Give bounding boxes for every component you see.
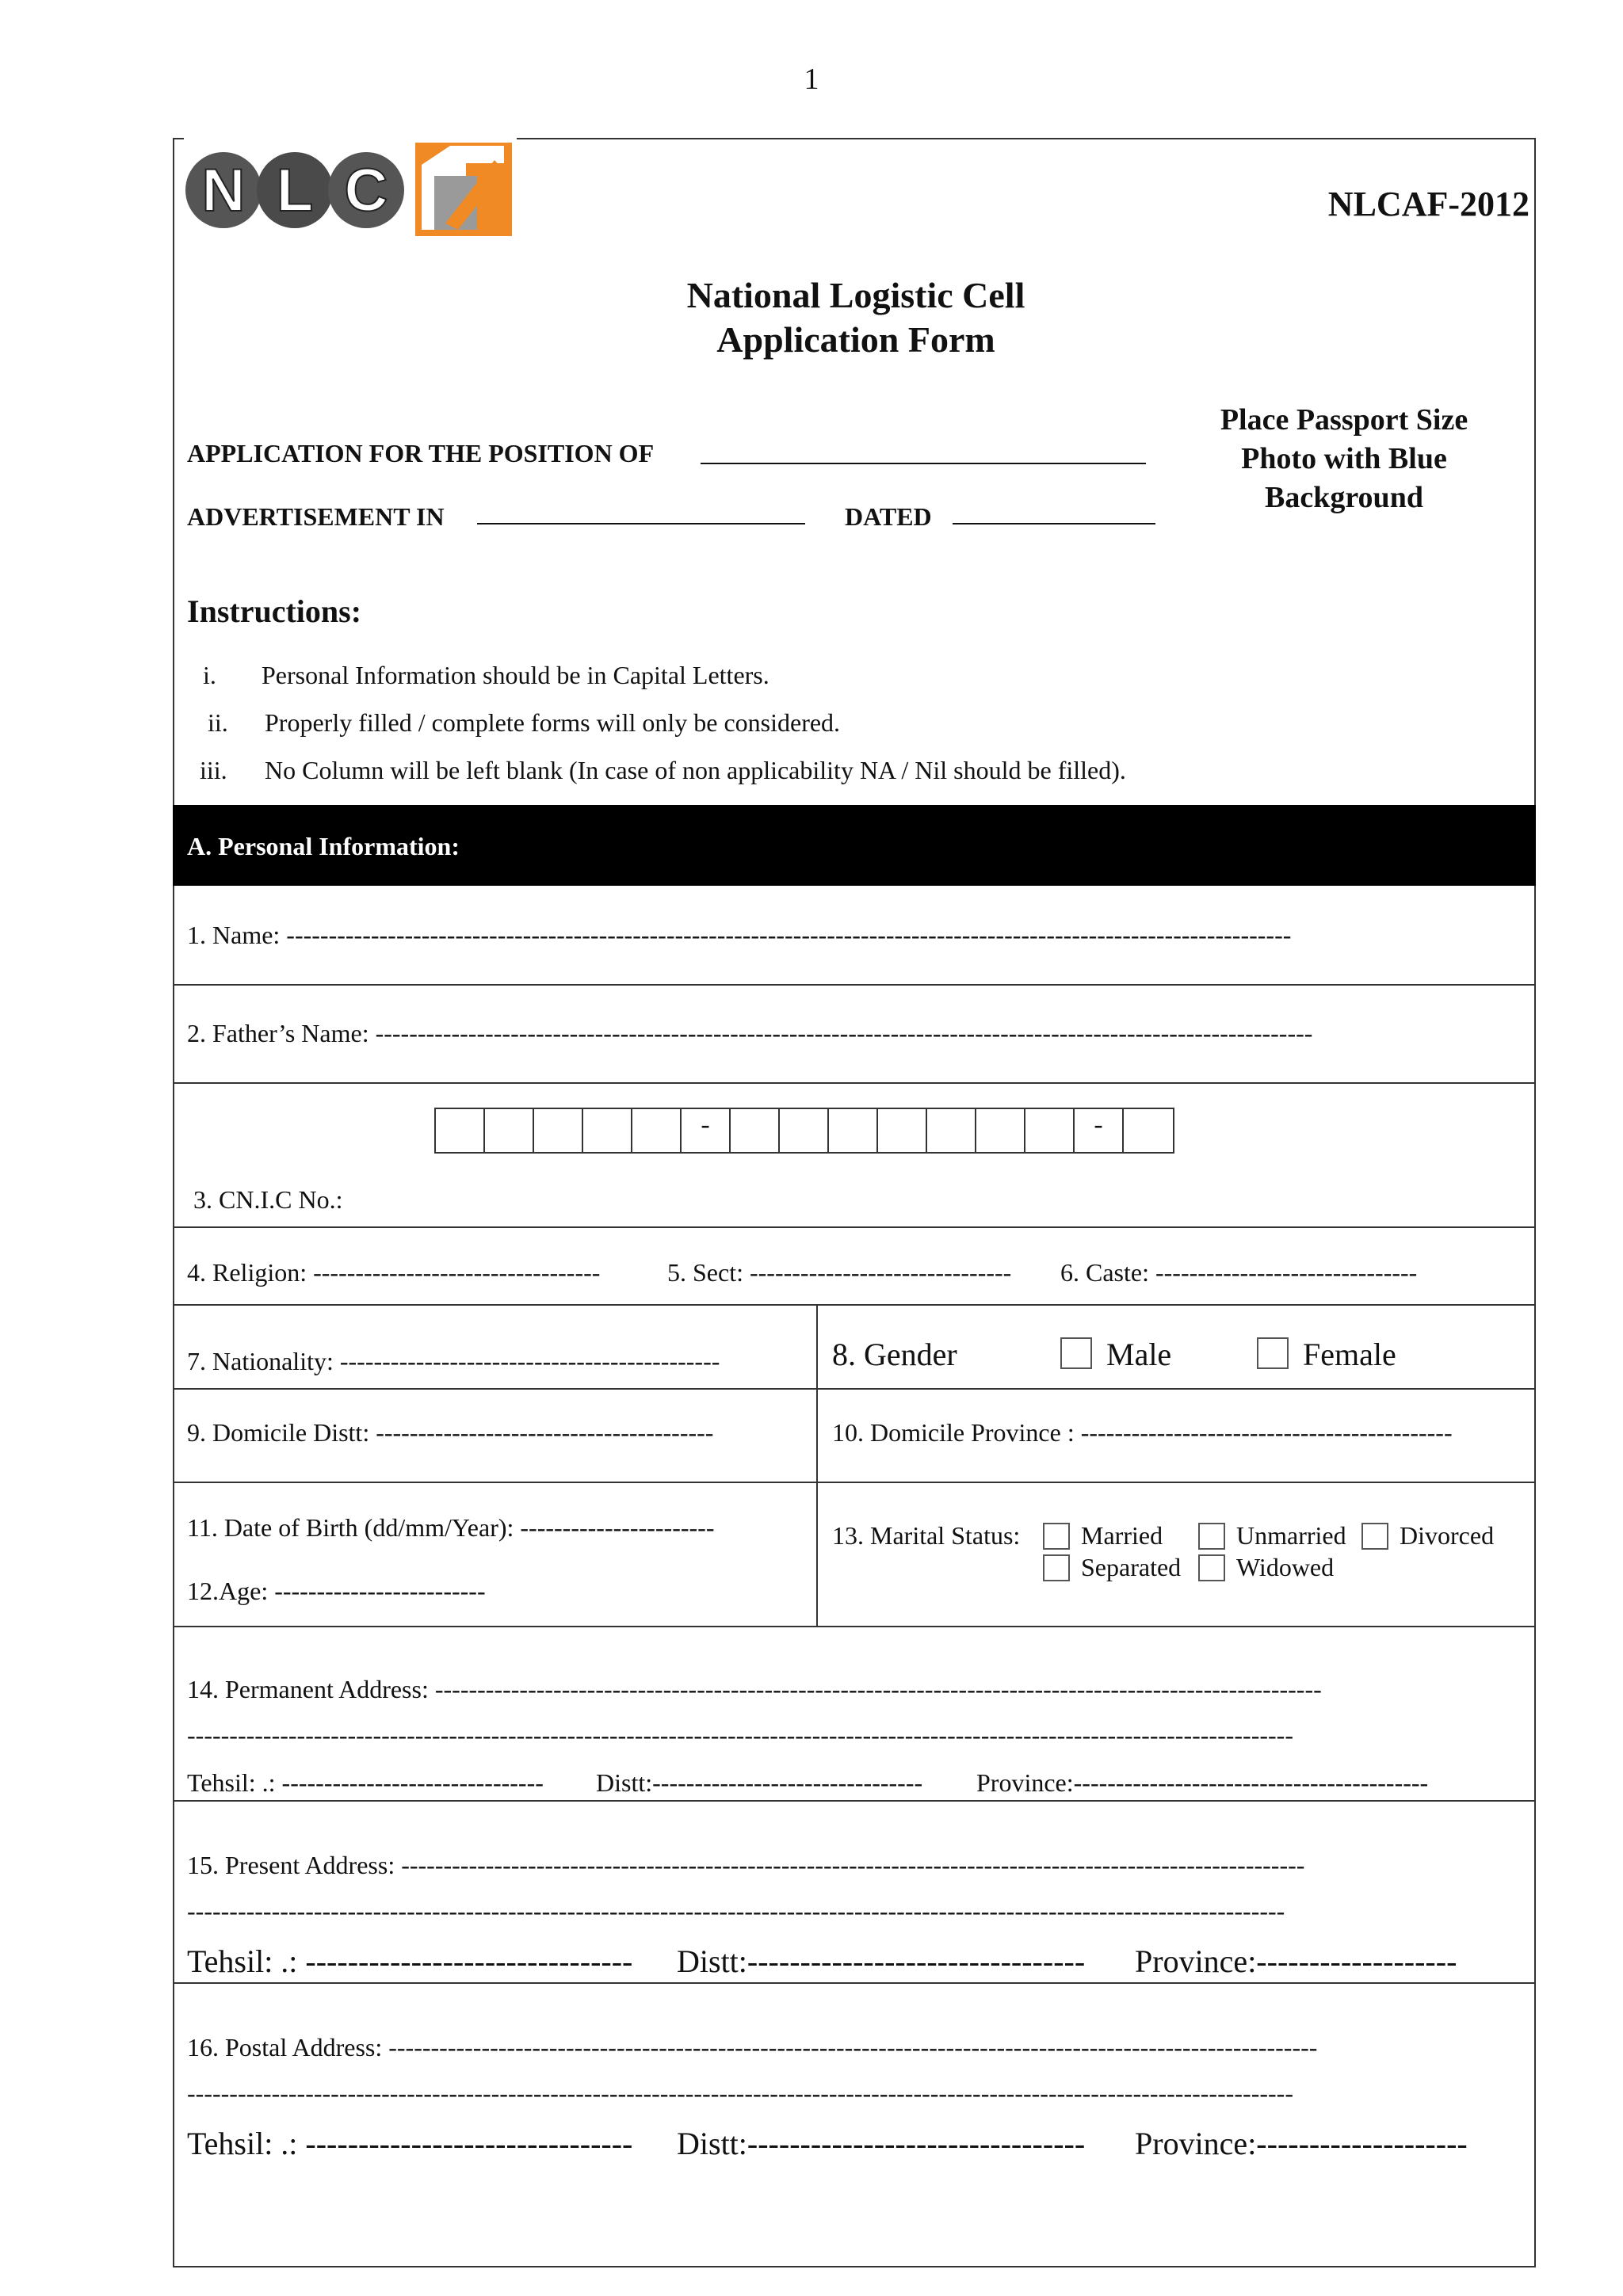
row-divider [173, 1226, 1536, 1228]
present-tehsil-field[interactable]: Tehsil: .: ------------------------------- [187, 1943, 633, 1979]
cnic-digit-box[interactable] [976, 1109, 1025, 1152]
photo-note-line: Place Passport Size [1220, 403, 1468, 437]
gender-label: 8. Gender [832, 1337, 957, 1372]
postal-address-line2[interactable]: ----------------------------------------------------------------------------------------------------------------------------------- [187, 2079, 1293, 2107]
postal-province-field[interactable]: Province:-------------------- [1135, 2126, 1468, 2161]
cnic-digit-box[interactable] [436, 1109, 485, 1152]
form-code: NLCAF-2012 [1327, 185, 1529, 223]
permanent-tehsil-field[interactable]: Tehsil: .: ------------------------------- [187, 1768, 544, 1797]
present-province-field[interactable]: Province:------------------- [1135, 1943, 1457, 1979]
caste-field[interactable]: 6. Caste: ------------------------------- [1060, 1258, 1418, 1287]
position-label: APPLICATION FOR THE POSITION OF [187, 439, 655, 467]
cnic-digit-box[interactable] [731, 1109, 780, 1152]
cnic-digit-box[interactable] [534, 1109, 583, 1152]
row-divider [173, 1388, 1536, 1390]
present-address-field[interactable]: 15. Present Address: ----------------------------------------------------------------------------------------------------------- [187, 1851, 1305, 1879]
cnic-digit-box[interactable] [878, 1109, 927, 1152]
present-address-line2[interactable]: ---------------------------------------------------------------------------------------------------------------------------------- [187, 1897, 1285, 1925]
org-name: National Logistic Cell [686, 275, 1025, 315]
separated-label: Separated [1081, 1553, 1182, 1581]
cnic-digit-box[interactable] [485, 1109, 534, 1152]
permanent-distt-field[interactable]: Distt:-------------------------------- [596, 1768, 923, 1797]
svg-text:N: N [201, 157, 246, 224]
gender-female-checkbox[interactable] [1257, 1337, 1289, 1369]
postal-distt-field[interactable]: Distt:-------------------------------- [677, 2126, 1086, 2161]
permanent-province-field[interactable]: Province:------------------------------------------ [976, 1768, 1429, 1797]
date-of-birth-field[interactable]: 11. Date of Birth (dd/mm/Year): ----------------------- [187, 1513, 715, 1542]
photo-note-line: Photo with Blue [1241, 442, 1447, 475]
instructions-title: Instructions: [187, 593, 362, 629]
cnic-digit-box[interactable] [927, 1109, 976, 1152]
married-checkbox[interactable] [1043, 1523, 1070, 1550]
row-divider [173, 1482, 1536, 1483]
widowed-checkbox[interactable] [1198, 1554, 1225, 1581]
nlc-logo [184, 136, 517, 239]
form-title: Application Form [716, 319, 995, 360]
religion-field[interactable]: 4. Religion: ---------------------------------- [187, 1258, 601, 1287]
cnic-digit-box[interactable] [583, 1109, 632, 1152]
cnic-label: 3. CN.I.C No.: [193, 1185, 343, 1214]
section-title: A. Personal Information: [187, 832, 460, 860]
svg-text:C: C [344, 157, 388, 224]
svg-text:L: L [276, 157, 314, 224]
row-divider [173, 1082, 1536, 1084]
unmarried-label: Unmarried [1236, 1521, 1346, 1550]
father-name-field[interactable]: 2. Father’s Name: --------------------------------------------------------------------------------------------------------------- [187, 1019, 1313, 1047]
cnic-digit-box[interactable] [632, 1109, 682, 1152]
advertisement-input-line[interactable] [477, 523, 805, 524]
gender-male-checkbox[interactable] [1060, 1337, 1092, 1369]
dated-input-line[interactable] [953, 523, 1155, 524]
married-label: Married [1081, 1521, 1163, 1550]
permanent-address-line2[interactable]: ----------------------------------------------------------------------------------------------------------------------------------- [187, 1721, 1293, 1749]
instruction-text: No Column will be left blank (In case of non applicability NA / Nil should be filled). [265, 756, 1126, 784]
present-distt-field[interactable]: Distt:-------------------------------- [677, 1943, 1086, 1979]
advertisement-label: ADVERTISEMENT IN [187, 502, 445, 531]
divorced-checkbox[interactable] [1361, 1523, 1388, 1550]
name-field[interactable]: 1. Name: ----------------------------------------------------------------------------------------------------------------------- [187, 921, 1292, 949]
row-divider [173, 1800, 1536, 1802]
cnic-digit-box[interactable] [1124, 1109, 1173, 1152]
instruction-number: i. [203, 661, 216, 689]
column-divider [816, 1304, 818, 1626]
cnic-digit-box[interactable] [829, 1109, 878, 1152]
gender-female-label: Female [1303, 1337, 1396, 1372]
permanent-address-field[interactable]: 14. Permanent Address: --------------------------------------------------------------------------------------------------------- [187, 1675, 1322, 1703]
cnic-boxes[interactable] [434, 1108, 1174, 1154]
instruction-text: Properly filled / complete forms will only be considered. [265, 708, 841, 737]
instruction-number: ii. [208, 708, 228, 737]
cnic-separator: - [682, 1109, 731, 1152]
page-number: 1 [804, 63, 819, 96]
row-divider [173, 1982, 1536, 1984]
domicile-distt-field[interactable]: 9. Domicile Distt: ---------------------------------------- [187, 1418, 714, 1447]
row-divider [173, 1304, 1536, 1306]
instruction-number: iii. [200, 756, 227, 784]
instruction-text: Personal Information should be in Capital Letters. [262, 661, 769, 689]
domicile-province-field[interactable]: 10. Domicile Province : -------------------------------------------- [832, 1418, 1453, 1447]
marital-status-label: 13. Marital Status: [832, 1521, 1021, 1550]
row-divider [173, 984, 1536, 986]
cnic-separator: - [1075, 1109, 1124, 1152]
position-input-line[interactable] [701, 463, 1146, 464]
postal-tehsil-field[interactable]: Tehsil: .: ------------------------------- [187, 2126, 633, 2161]
separated-checkbox[interactable] [1043, 1554, 1070, 1581]
nationality-field[interactable]: 7. Nationality: --------------------------------------------- [187, 1347, 720, 1375]
widowed-label: Widowed [1236, 1553, 1335, 1581]
cnic-digit-box[interactable] [780, 1109, 829, 1152]
sect-field[interactable]: 5. Sect: ------------------------------- [667, 1258, 1012, 1287]
photo-placeholder [1178, 401, 1510, 517]
photo-note-line: Background [1265, 481, 1423, 514]
row-divider [173, 1626, 1536, 1627]
cnic-digit-box[interactable] [1025, 1109, 1075, 1152]
divorced-label: Divorced [1400, 1521, 1495, 1550]
dated-label: DATED [845, 502, 932, 531]
gender-male-label: Male [1106, 1337, 1172, 1372]
age-field[interactable]: 12.Age: ------------------------- [187, 1577, 486, 1605]
unmarried-checkbox[interactable] [1198, 1523, 1225, 1550]
postal-address-field[interactable]: 16. Postal Address: -------------------------------------------------------------------------------------------------------------- [187, 2033, 1318, 2061]
